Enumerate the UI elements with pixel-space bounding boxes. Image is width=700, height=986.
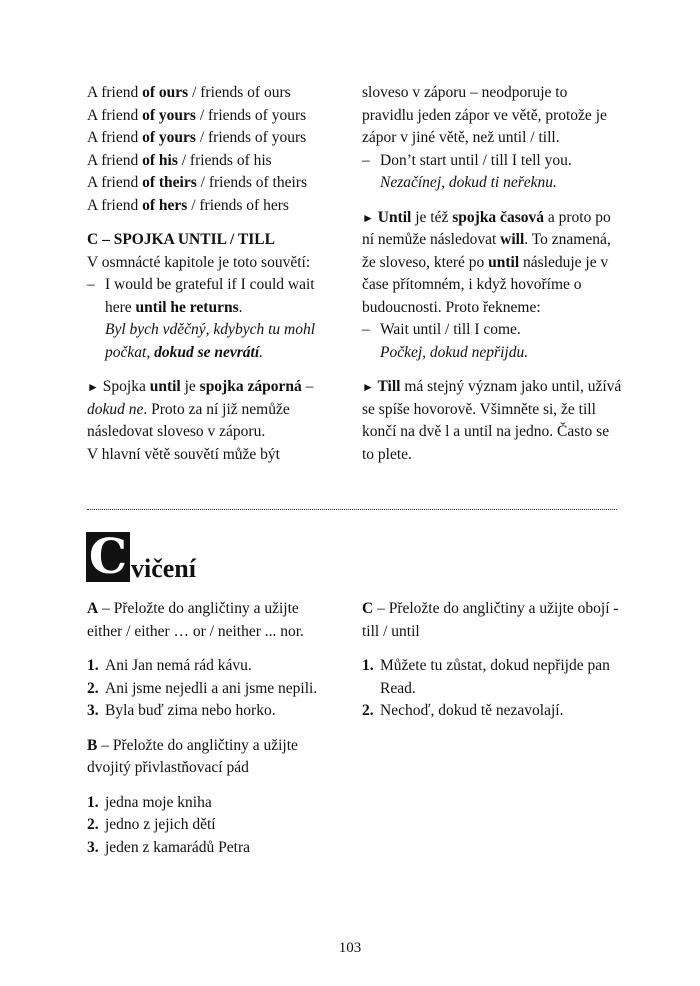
exercises-title [86,529,196,585]
exercise-item: 2. Ani jsme nejedli a ani jsme nepili. [87,679,318,697]
continued-text: sloveso v záporu – neodporuje to pravidlu jeden zápor ve větě, protože je zápor v jiné větě, než until / till. [362,84,607,146]
arrow-icon: ► [87,380,99,394]
friend-line: A friend of hers / friends of hers [87,196,289,214]
example-item: – I would be grateful if I could wait here until he returns. Byl bych vděčný, kdybych tu mohl počkat, dokud se nevrátí. [87,276,316,361]
page-number: 103 [338,940,362,956]
intro-text: V osmnácté kapitole je toto souvětí: [87,253,311,271]
grammar-right-column [362,82,622,466]
friend-line: A friend of his / friends of his [87,151,272,169]
friend-line: A friend of yours / friends of yours [87,106,307,124]
friend-line: A friend of theirs / friends of theirs [87,174,307,191]
exercise-a-instruction: A – Přeložte do angličtiny a užijte either / either … or / neither ... nor. [87,600,304,640]
arrow-icon: ► [362,210,374,225]
grammar-left-column [87,82,337,466]
exercise-item: 1. Ani Jan nemá rád kávu. [87,657,252,674]
example-item: – Don’t start until / till I tell you. Nezačínej, dokud ti neřeknu. [362,151,572,191]
note-paragraph: ► Till má stejný význam jako until, užívá se spíše hovorově. Všimněte si, že till končí na dvě l a until na jedno. Často se to plete. [362,378,622,463]
exercise-item: 2. jedno z jejich dětí [87,816,216,833]
friend-line: A friend of yours / friends of yours [87,129,307,146]
exercise-item: 3. Byla buď zima nebo horko. [87,702,276,719]
example-item: – Wait until / till I come. Počkej, dokud nepřijdu. [362,321,529,361]
exercise-item: 1. jedna moje kniha [87,793,212,811]
section-heading: C – SPOJKA UNTIL / TILL [87,231,275,248]
dotted-separator [87,509,617,510]
arrow-icon: ► [362,380,374,394]
exercises-right-column [362,598,622,723]
exercise-item: 2. Nechoď, dokud tě nezavolají. [362,702,564,719]
exercises-title-rest: vičení [131,554,196,583]
exercise-c-instruction: C – Přeložte do angličtiny a užijte obojí - till / until [362,600,619,640]
note-paragraph: ► Spojka until je spojka záporná – dokud ne. Proto za ní již nemůže následovat sloveso v záporu. [87,378,314,440]
drop-cap: C [86,532,130,582]
note-paragraph: ► Until je též spojka časová a proto po ní nemůže následovat will. To znamená, že sloveso, které po until následuje je v čase přítomném, i když hovoříme o budoucnosti. Proto řekneme: [362,208,611,316]
exercise-item: 1. Můžete tu zůstat, dokud nepřijde pan Read. [362,657,610,697]
exercise-item: 3. jeden z kamarádů Petra [87,838,251,856]
note-paragraph-cont: V hlavní větě souvětí může být [87,445,280,463]
exercises-left-column [87,598,337,859]
exercise-b-instruction: B – Přeložte do angličtiny a užijte dvojitý přivlastňovací pád [87,736,298,776]
friend-line: A friend of ours / friends of ours [87,84,291,101]
